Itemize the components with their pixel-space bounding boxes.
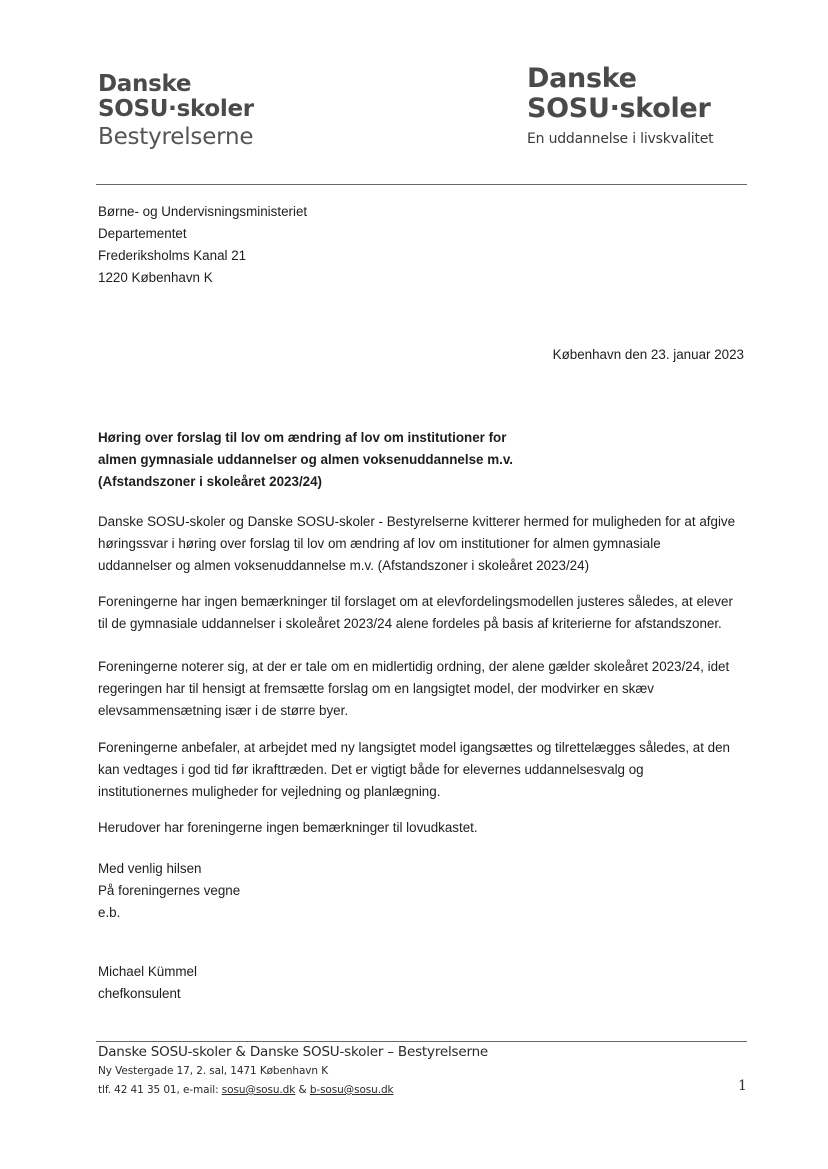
logo-right-tagline: En uddannelse i livskvalitet — [527, 131, 714, 147]
subject-heading — [98, 427, 538, 493]
closing-line: Med venlig hilsen — [98, 861, 202, 876]
recipient-line: Frederiksholms Kanal 21 — [98, 248, 247, 263]
logo-right-line2: SOSU·skoler — [527, 93, 711, 124]
paragraph-line: Foreningerne anbefaler, at arbejdet med ny langsigtet model igangsættes og tilrettelægges således, at den — [98, 740, 730, 755]
recipient-address — [98, 201, 307, 289]
email-link-b-sosu[interactable]: b-sosu@sosu.dk — [309, 1084, 394, 1096]
letter-date: København den 23. januar 2023 — [552, 347, 744, 362]
logo-left-line1: Danske — [98, 71, 192, 97]
paragraph-line: institutionernes muligheder for vejledning og planlægning. — [98, 784, 441, 799]
logo-bestyrelserne — [98, 72, 254, 152]
subject-line: (Afstandszoner i skoleåret 2023/24) — [98, 474, 323, 489]
body-paragraph-2 — [98, 591, 758, 635]
recipient-line: Departementet — [98, 226, 187, 241]
footer-address: Ny Vestergade 17, 2. sal, 1471 København K — [98, 1065, 328, 1077]
closing-line: På foreningernes vegne — [98, 883, 241, 898]
logo-right-line1: Danske — [527, 63, 637, 94]
page-number: 1 — [738, 1078, 747, 1094]
body-paragraph-5 — [98, 817, 758, 839]
closing-line: e.b. — [98, 905, 121, 920]
body-paragraph-4 — [98, 737, 758, 803]
subject-line: Høring over forslag til lov om ændring af lov om institutioner for — [98, 430, 507, 445]
recipient-line: Børne- og Undervisningsministeriet — [98, 204, 308, 219]
paragraph-line: Foreningerne noterer sig, at der er tale om en midlertidig ordning, der alene gælder skoleåret 2023/24, idet — [98, 659, 730, 674]
body-paragraph-1 — [98, 511, 758, 577]
paragraph-line: regeringen har til hensigt at fremsætte forslag om en langsigtet model, der modvirker en skæv — [98, 681, 654, 696]
footer-contact — [98, 1081, 488, 1100]
logo-left-line2: SOSU·skoler — [98, 96, 254, 122]
closing — [98, 858, 240, 924]
paragraph-line: til de gymnasiale uddannelser i skoleåret 2023/24 alene fordeles på basis af kriterierne for afstandszoner. — [98, 616, 722, 631]
recipient-line: 1220 København K — [98, 270, 213, 285]
header-divider — [96, 184, 747, 185]
logo-left-line3: Bestyrelserne — [98, 124, 254, 150]
paragraph-line: Foreningerne har ingen bemærkninger til forslaget om at elevfordelingsmodellen justeres således, at elever — [98, 594, 733, 609]
email-link-sosu[interactable]: sosu@sosu.dk — [221, 1084, 296, 1096]
paragraph-line: Danske SOSU-skoler og Danske SOSU-skoler - Bestyrelserne kvitterer hermed for muligheden for at afgive — [98, 514, 736, 529]
body-paragraph-3 — [98, 656, 758, 722]
paragraph-line: høringssvar i høring over forslag til lov om ændring af lov om institutioner for almen gymnasiale — [98, 536, 661, 551]
footer — [98, 1042, 488, 1100]
paragraph-line: kan vedtages i god tid før ikrafttræden. Det er vigtigt både for elevernes uddannelsesvalg og — [98, 762, 644, 777]
signatory-title: chefkonsulent — [98, 986, 181, 1001]
footer-separator: & — [295, 1084, 310, 1096]
signature — [98, 961, 197, 1005]
subject-line: almen gymnasiale uddannelser og almen voksenuddannelse m.v. — [98, 452, 513, 467]
signatory-name: Michael Kümmel — [98, 964, 197, 979]
footer-phone: tlf. 42 41 35 01, e-mail: — [98, 1084, 222, 1096]
paragraph-line: Herudover har foreningerne ingen bemærkninger til lovudkastet. — [98, 820, 478, 835]
footer-organization: Danske SOSU-skoler & Danske SOSU-skoler – Bestyrelserne — [98, 1044, 489, 1060]
paragraph-line: elevsammensætning især i de større byer. — [98, 703, 349, 718]
logo-danske-sosu-skoler — [527, 64, 713, 150]
paragraph-line: uddannelser og almen voksenuddannelse m.v. (Afstandszoner i skoleåret 2023/24) — [98, 558, 590, 573]
